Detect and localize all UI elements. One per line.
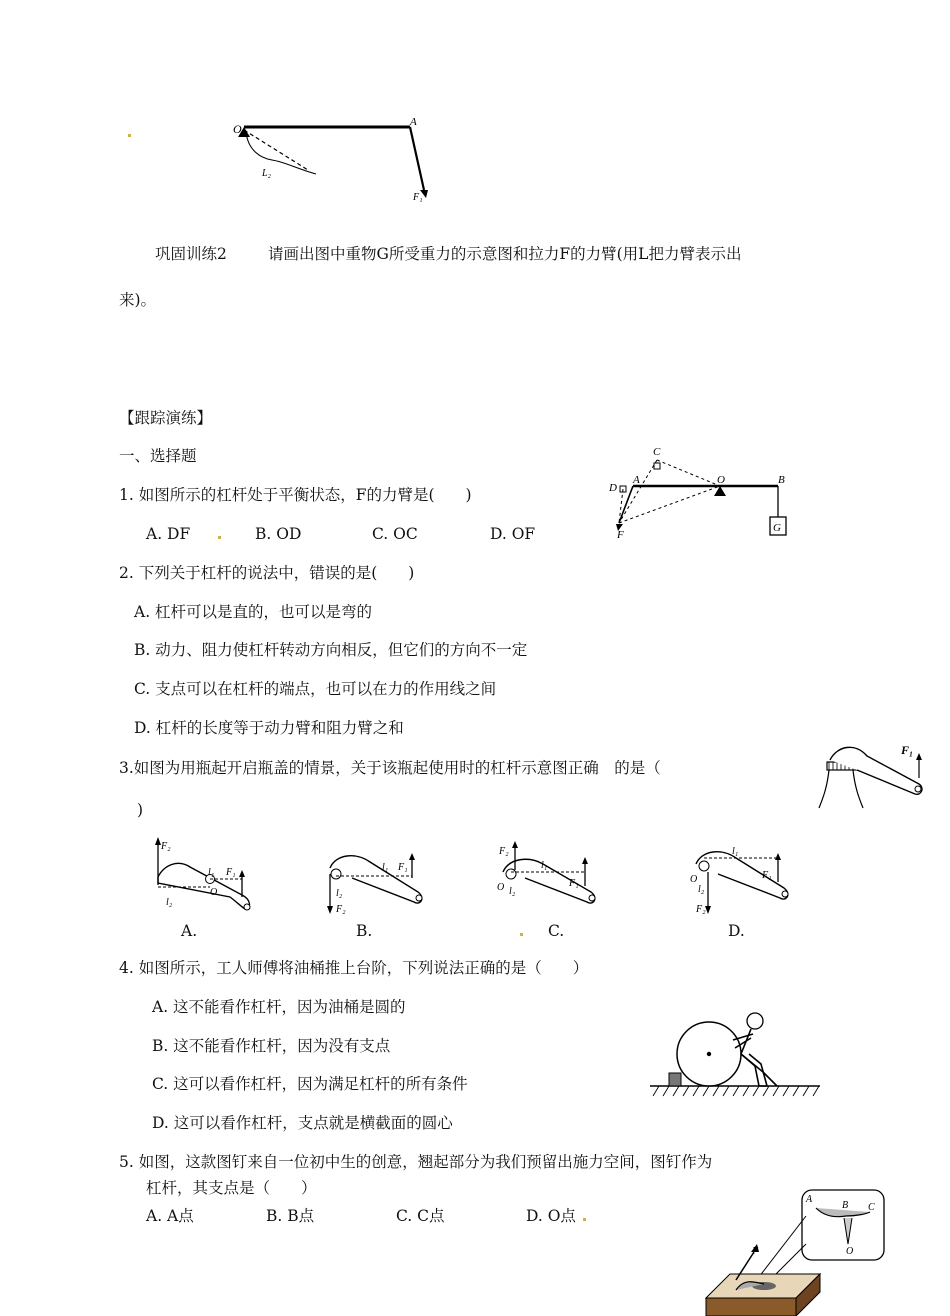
q4-option-c: C. 这可以看作杠杆，因为满足杠杆的所有条件	[152, 1075, 468, 1093]
practice2-label: 巩固训练2	[155, 245, 227, 263]
q5-stem: 5. 如图，这款图钉来自一位初中生的创意，翘起部分为我们预留出施力空间，图钉作为	[119, 1153, 713, 1171]
q2-stem: 2. 下列关于杠杆的说法中，错误的是( )	[119, 564, 415, 582]
label-O: O	[233, 122, 242, 136]
subsection-title: 一、选择题	[119, 447, 197, 465]
label-F1: F₁	[398, 862, 408, 873]
q2-option-c: C. 支点可以在杠杆的端点，也可以在力的作用线之间	[134, 680, 497, 698]
q1-option-a: A. DF	[146, 525, 191, 543]
q4-stem: 4. 如图所示，工人师傅将油桶推上台阶，下列说法正确的是（ ）	[119, 959, 589, 977]
label-A: A	[806, 1194, 813, 1205]
label-F1: F₁	[413, 192, 423, 203]
q1-option-b: B. OD	[255, 525, 302, 543]
q4-option-d: D. 这可以看作杠杆，支点就是横截面的圆心	[152, 1114, 453, 1132]
label-F2: F₂	[499, 846, 509, 857]
label-F2: F₂	[161, 841, 171, 852]
q4-option-a: A. 这不能看作杠杆，因为油桶是圆的	[152, 998, 406, 1016]
label-F2: F₂	[696, 904, 706, 915]
label-C: C	[653, 446, 661, 458]
label-l2: l₂	[698, 884, 705, 895]
label-l1: l₁	[208, 867, 215, 878]
q2-option-b: B. 动力、阻力使杠杆转动方向相反，但它们的方向不一定	[134, 641, 528, 659]
label-O: O	[210, 887, 218, 898]
speck	[128, 134, 131, 137]
label-O: O	[846, 1246, 854, 1257]
q1-stem: 1. 如图所示的杠杆处于平衡状态，F的力臂是( )	[119, 486, 472, 504]
label-F1: F₁	[569, 878, 579, 889]
speck	[583, 1218, 586, 1221]
q4-option-b: B. 这不能看作杠杆，因为没有支点	[152, 1037, 391, 1055]
label-B: B	[778, 474, 785, 486]
q3-diagram-c	[495, 840, 605, 920]
q5-stem-cont: 杠杆，其支点是（ ）	[146, 1179, 317, 1197]
bottle-opener-figure	[815, 738, 930, 810]
speck	[520, 933, 523, 936]
speck	[218, 536, 221, 539]
label-G: G	[773, 522, 781, 534]
label-F: F	[617, 529, 624, 541]
label-O: O	[690, 874, 698, 885]
label-B: B	[842, 1200, 849, 1211]
q3-option-d: D.	[728, 922, 745, 940]
q3-stem-cont: )	[137, 801, 144, 819]
label-A: A	[633, 474, 640, 486]
q5-option-b: B. B点	[266, 1207, 315, 1225]
q1-option-d: D. OF	[490, 525, 536, 543]
q1-option-c: C. OC	[372, 525, 418, 543]
q3-option-b: B.	[356, 922, 373, 940]
lever-figure-top	[230, 110, 440, 210]
q2-option-a: A. 杠杆可以是直的，也可以是弯的	[134, 603, 373, 621]
label-l1: l₁	[382, 862, 389, 873]
label-F1: F₁	[901, 743, 914, 757]
oil-drum-figure	[645, 1010, 825, 1100]
label-A: A	[410, 116, 417, 128]
label-l2: l₂	[166, 897, 173, 908]
q1-lever-figure	[605, 445, 800, 540]
q5-option-c: C. C点	[396, 1207, 445, 1225]
label-l1: l₁	[541, 860, 548, 871]
label-F1: F₁	[226, 867, 236, 878]
label-D: D	[609, 482, 617, 494]
q3-option-a: A.	[181, 922, 198, 940]
q5-option-d: D. O点	[526, 1207, 576, 1225]
q3-diagram-d	[688, 842, 798, 920]
label-l2: l₂	[509, 886, 516, 897]
q3-option-c: C.	[548, 922, 565, 940]
q3-diagram-a	[150, 835, 258, 917]
label-l2: l₂	[336, 888, 343, 899]
label-L2: L₂	[262, 168, 272, 179]
label-F: F	[752, 1246, 759, 1257]
section-title: 【跟踪演练】	[119, 409, 213, 427]
q5-option-a: A. A点	[146, 1207, 194, 1225]
label-F1: F₁	[762, 870, 772, 881]
practice2-text: 请画出图中重物G所受重力的示意图和拉力F的力臂(用L把力臂表示出	[268, 245, 742, 263]
label-O: O	[717, 474, 725, 486]
q2-option-d: D. 杠杆的长度等于动力臂和阻力臂之和	[134, 719, 404, 737]
label-C: C	[868, 1202, 875, 1213]
practice2-text-cont: 来)。	[119, 291, 157, 309]
q3-diagram-b	[322, 848, 434, 918]
label-F2: F₂	[336, 904, 346, 915]
thumbtack-figure	[700, 1186, 892, 1316]
q3-stem: 3.如图为用瓶起开启瓶盖的情景，关于该瓶起使用时的杠杆示意图正确 的是（	[119, 759, 661, 777]
label-O: O	[497, 882, 505, 893]
label-l1: l₁	[732, 846, 739, 857]
